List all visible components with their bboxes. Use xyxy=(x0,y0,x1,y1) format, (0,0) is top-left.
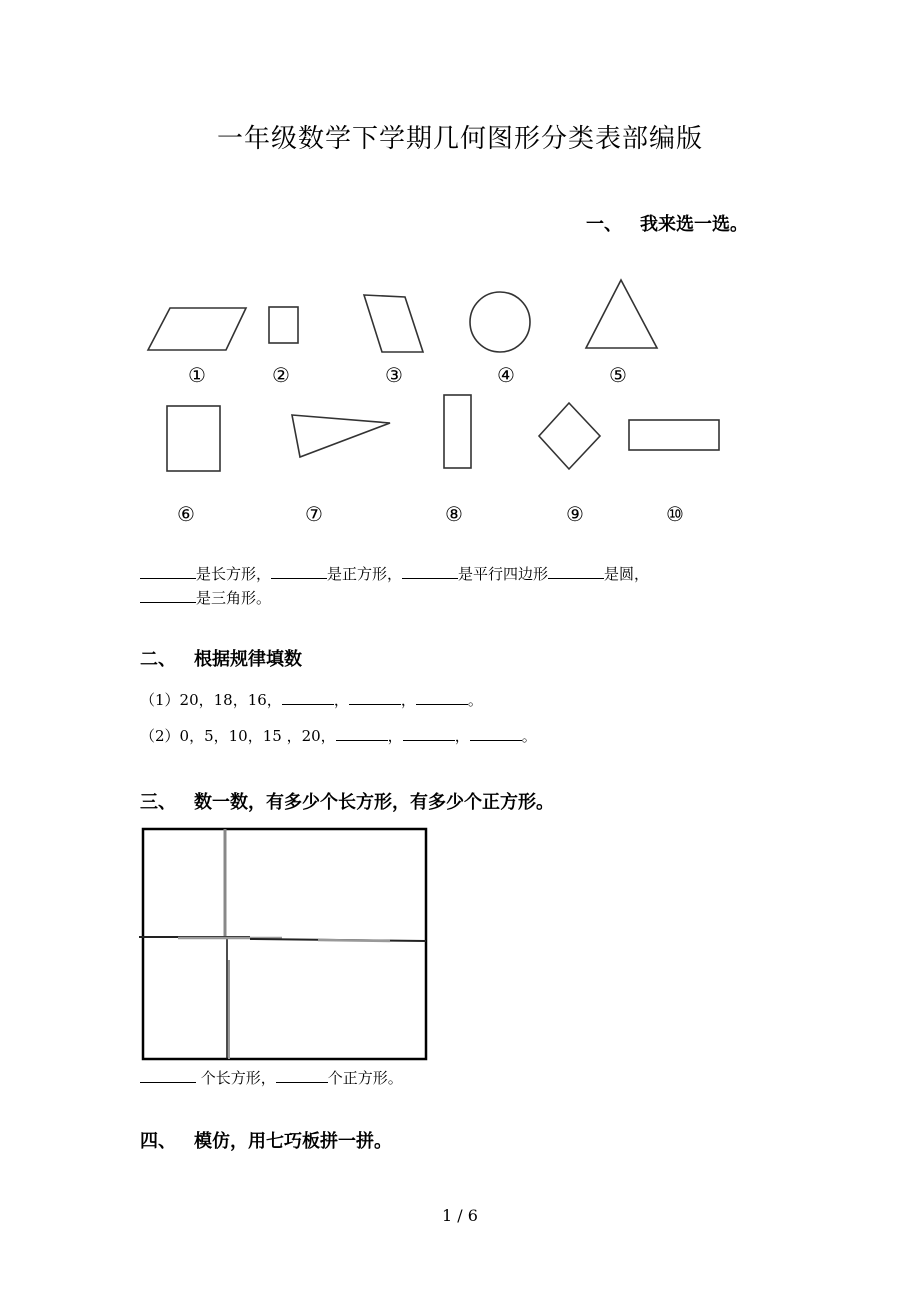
sequence-row-1: （1）20，18，16， ， ， 。 xyxy=(140,691,483,709)
section-1-number: 一、 xyxy=(586,214,622,235)
section-4-number: 四、 xyxy=(140,1131,176,1152)
page-number: 1 / 6 xyxy=(442,1206,478,1225)
answer-blank[interactable] xyxy=(349,690,401,705)
shape-10-rectangle xyxy=(629,420,719,450)
answer-blank[interactable] xyxy=(470,726,522,741)
section-2-heading xyxy=(140,645,302,671)
answer-blank[interactable] xyxy=(140,564,196,579)
section-4-heading xyxy=(140,1127,392,1153)
answer-blank[interactable] xyxy=(403,726,455,741)
label-5: ⑤ xyxy=(609,363,627,387)
label-2: ② xyxy=(272,363,290,387)
label-4: ④ xyxy=(497,363,515,387)
section-3-heading xyxy=(140,788,554,814)
section-2-title: 根据规律填数 xyxy=(194,649,302,670)
shape-4-circle xyxy=(470,292,530,352)
answer-blank[interactable] xyxy=(271,564,327,579)
answer-blank[interactable] xyxy=(276,1068,328,1083)
section-2-number: 二、 xyxy=(140,649,176,670)
answer-blank[interactable] xyxy=(282,690,334,705)
section-3-answer: 个长方形， 个正方形。 xyxy=(140,1067,403,1088)
shape-2-square xyxy=(269,307,298,343)
label-10: ⑩ xyxy=(666,502,684,526)
answer-blank[interactable] xyxy=(336,726,388,741)
label-7: ⑦ xyxy=(305,502,323,526)
label-9: ⑨ xyxy=(566,502,584,526)
sequence-row-2: （2）0，5，10，15 ，20， ， ， 。 xyxy=(140,727,537,745)
grid-figure xyxy=(139,829,426,1059)
answer-blank[interactable] xyxy=(402,564,458,579)
answer-blank[interactable] xyxy=(548,564,604,579)
label-6: ⑥ xyxy=(177,502,195,526)
section-3-title: 数一数，有多少个长方形，有多少个正方形。 xyxy=(194,792,554,813)
label-1: ① xyxy=(188,363,206,387)
section-4-title: 模仿，用七巧板拼一拼。 xyxy=(194,1131,392,1152)
page-title: 一年级数学下学期几何图形分类表部编版 xyxy=(216,124,703,154)
answer-blank[interactable] xyxy=(140,1068,196,1083)
answer-blank[interactable] xyxy=(140,588,196,603)
section-1-answer-line-1: 是长方形， 是正方形， 是平行四边形 是圆， xyxy=(140,563,649,584)
answer-blank[interactable] xyxy=(416,690,468,705)
shape-1-parallelogram xyxy=(148,308,246,350)
section-1-title: 我来选一选。 xyxy=(640,214,748,235)
section-3-number: 三、 xyxy=(140,792,176,813)
shape-5-triangle xyxy=(586,280,657,348)
section-1-answer-line-2: 是三角形。 xyxy=(140,587,271,608)
shape-8-rectangle xyxy=(444,395,471,468)
label-3: ③ xyxy=(385,363,403,387)
shape-6-square xyxy=(167,406,220,471)
shape-7-triangle xyxy=(292,415,390,457)
label-8: ⑧ xyxy=(445,502,463,526)
shape-9-rhombus xyxy=(539,403,600,469)
shape-3-parallelogram xyxy=(364,295,423,352)
